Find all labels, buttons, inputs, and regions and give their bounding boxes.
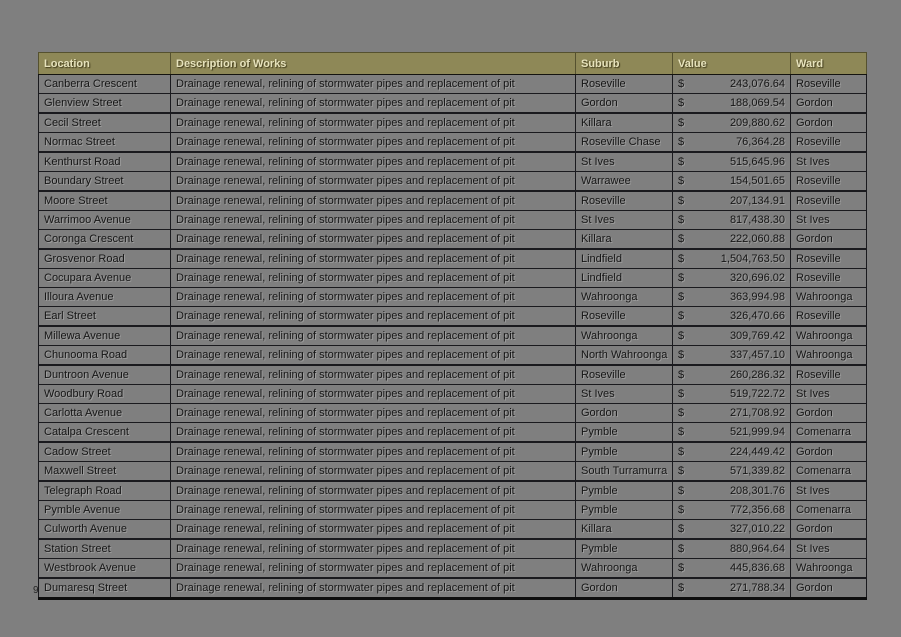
cell-ward: Roseville: [791, 307, 867, 327]
cell-description: Drainage renewal, relining of stormwater pipes and replacement of pit: [171, 75, 576, 94]
currency-symbol: $: [678, 272, 685, 284]
cell-suburb: Pymble: [576, 501, 673, 520]
cell-ward: Roseville: [791, 249, 867, 269]
cell-suburb: Killara: [576, 230, 673, 250]
cell-description: Drainage renewal, relining of stormwater pipes and replacement of pit: [171, 113, 576, 133]
cell-value: [673, 423, 791, 443]
cell-description: Drainage renewal, relining of stormwater pipes and replacement of pit: [171, 94, 576, 114]
value-amount: 224,449.42: [729, 446, 785, 458]
value-amount: 271,788.34: [729, 582, 785, 594]
currency-symbol: $: [678, 330, 685, 342]
cell-value: [673, 113, 791, 133]
currency-symbol: $: [678, 97, 685, 109]
currency-symbol: $: [678, 214, 685, 226]
cell-location: Duntroon Avenue: [39, 365, 171, 385]
currency-symbol: $: [678, 117, 685, 129]
cell-location: Dumaresq Street: [39, 578, 171, 599]
cell-location: Catalpa Crescent: [39, 423, 171, 443]
cell-ward: Roseville: [791, 133, 867, 153]
table-row: [39, 172, 867, 192]
currency-symbol: $: [678, 485, 685, 497]
cell-description: Drainage renewal, relining of stormwater pipes and replacement of pit: [171, 326, 576, 346]
value-amount: 154,501.65: [729, 175, 785, 187]
table-row: [39, 288, 867, 307]
cell-value: [673, 172, 791, 192]
cell-description: Drainage renewal, relining of stormwater pipes and replacement of pit: [171, 307, 576, 327]
table-header-row: [39, 53, 867, 75]
table-row: [39, 94, 867, 114]
table-row: [39, 191, 867, 211]
cell-suburb: South Turramurra: [576, 462, 673, 482]
cell-location: Cecil Street: [39, 113, 171, 133]
cell-suburb: Roseville: [576, 307, 673, 327]
cell-suburb: Roseville: [576, 75, 673, 94]
cell-description: Drainage renewal, relining of stormwater pipes and replacement of pit: [171, 385, 576, 404]
value-amount: 271,708.92: [729, 407, 785, 419]
cell-ward: St Ives: [791, 539, 867, 559]
cell-value: [673, 211, 791, 230]
cell-ward: Comenarra: [791, 501, 867, 520]
cell-description: Drainage renewal, relining of stormwater pipes and replacement of pit: [171, 423, 576, 443]
table-row: [39, 75, 867, 94]
currency-symbol: $: [678, 523, 685, 535]
table-row: [39, 404, 867, 423]
cell-value: [673, 288, 791, 307]
cell-ward: St Ives: [791, 385, 867, 404]
cell-description: Drainage renewal, relining of stormwater pipes and replacement of pit: [171, 365, 576, 385]
cell-location: Coronga Crescent: [39, 230, 171, 250]
table-row: [39, 559, 867, 579]
cell-description: Drainage renewal, relining of stormwater pipes and replacement of pit: [171, 462, 576, 482]
value-amount: 817,438.30: [729, 214, 785, 226]
cell-description: Drainage renewal, relining of stormwater pipes and replacement of pit: [171, 172, 576, 192]
table-row: [39, 346, 867, 366]
page-number: 9: [33, 585, 39, 596]
cell-location: Grosvenor Road: [39, 249, 171, 269]
table-row: [39, 307, 867, 327]
cell-description: Drainage renewal, relining of stormwater pipes and replacement of pit: [171, 269, 576, 288]
value-amount: 326,470.66: [729, 310, 785, 322]
cell-ward: Comenarra: [791, 462, 867, 482]
cell-value: [673, 75, 791, 94]
value-amount: 309,769.42: [729, 330, 785, 342]
cell-suburb: Roseville: [576, 191, 673, 211]
cell-ward: Gordon: [791, 442, 867, 462]
cell-ward: Wahroonga: [791, 288, 867, 307]
cell-description: Drainage renewal, relining of stormwater pipes and replacement of pit: [171, 230, 576, 250]
table-row: [39, 520, 867, 540]
cell-suburb: Killara: [576, 520, 673, 540]
value-amount: 320,696.02: [729, 272, 785, 284]
cell-value: [673, 404, 791, 423]
cell-location: Normac Street: [39, 133, 171, 153]
value-amount: 188,069.54: [729, 97, 785, 109]
cell-suburb: Pymble: [576, 423, 673, 443]
cell-location: Cadow Street: [39, 442, 171, 462]
currency-symbol: $: [678, 136, 685, 148]
table-row: [39, 211, 867, 230]
cell-location: Culworth Avenue: [39, 520, 171, 540]
cell-value: [673, 365, 791, 385]
column-header-location: Location: [39, 53, 171, 75]
cell-location: Maxwell Street: [39, 462, 171, 482]
value-amount: 363,994.98: [729, 291, 785, 303]
cell-suburb: Wahroonga: [576, 288, 673, 307]
cell-description: Drainage renewal, relining of stormwater pipes and replacement of pit: [171, 152, 576, 172]
cell-value: [673, 520, 791, 540]
cell-suburb: Wahroonga: [576, 559, 673, 579]
cell-location: Glenview Street: [39, 94, 171, 114]
cell-suburb: Killara: [576, 113, 673, 133]
cell-value: [673, 249, 791, 269]
cell-ward: Gordon: [791, 94, 867, 114]
cell-value: [673, 230, 791, 250]
currency-symbol: $: [678, 426, 685, 438]
cell-value: [673, 501, 791, 520]
cell-value: [673, 133, 791, 153]
cell-description: Drainage renewal, relining of stormwater pipes and replacement of pit: [171, 578, 576, 599]
currency-symbol: $: [678, 233, 685, 245]
cell-value: [673, 326, 791, 346]
value-amount: 519,722.72: [729, 388, 785, 400]
value-amount: 337,457.10: [729, 349, 785, 361]
cell-ward: Wahroonga: [791, 326, 867, 346]
cell-value: [673, 539, 791, 559]
cell-location: Earl Street: [39, 307, 171, 327]
cell-location: Warrimoo Avenue: [39, 211, 171, 230]
currency-symbol: $: [678, 543, 685, 555]
cell-ward: Roseville: [791, 269, 867, 288]
cell-location: Millewa Avenue: [39, 326, 171, 346]
cell-suburb: St Ives: [576, 211, 673, 230]
cell-ward: Roseville: [791, 191, 867, 211]
cell-value: [673, 481, 791, 501]
cell-ward: Roseville: [791, 172, 867, 192]
column-header-description: Description of Works: [171, 53, 576, 75]
cell-value: [673, 442, 791, 462]
value-amount: 207,134.91: [729, 195, 785, 207]
value-amount: 515,645.96: [729, 156, 785, 168]
cell-suburb: Wahroonga: [576, 326, 673, 346]
cell-description: Drainage renewal, relining of stormwater pipes and replacement of pit: [171, 249, 576, 269]
cell-ward: Wahroonga: [791, 559, 867, 579]
cell-ward: St Ives: [791, 152, 867, 172]
cell-value: [673, 152, 791, 172]
cell-location: Pymble Avenue: [39, 501, 171, 520]
cell-suburb: Roseville Chase: [576, 133, 673, 153]
value-amount: 445,836.68: [729, 562, 785, 574]
currency-symbol: $: [678, 175, 685, 187]
table-row: [39, 385, 867, 404]
cell-description: Drainage renewal, relining of stormwater pipes and replacement of pit: [171, 404, 576, 423]
works-table: [38, 52, 867, 600]
value-amount: 521,999.94: [729, 426, 785, 438]
value-amount: 222,060.88: [729, 233, 785, 245]
cell-suburb: North Wahroonga: [576, 346, 673, 366]
currency-symbol: $: [678, 310, 685, 322]
currency-symbol: $: [678, 562, 685, 574]
table-row: [39, 501, 867, 520]
cell-description: Drainage renewal, relining of stormwater pipes and replacement of pit: [171, 520, 576, 540]
value-amount: 571,339.82: [729, 465, 785, 477]
cell-suburb: Pymble: [576, 539, 673, 559]
value-amount: 208,301.76: [729, 485, 785, 497]
table-row: [39, 113, 867, 133]
cell-ward: Gordon: [791, 578, 867, 599]
cell-ward: Wahroonga: [791, 346, 867, 366]
table-row: [39, 539, 867, 559]
table-row: [39, 365, 867, 385]
cell-value: [673, 385, 791, 404]
cell-suburb: Gordon: [576, 94, 673, 114]
table-row: [39, 442, 867, 462]
currency-symbol: $: [678, 388, 685, 400]
cell-location: Station Street: [39, 539, 171, 559]
currency-symbol: $: [678, 291, 685, 303]
cell-description: Drainage renewal, relining of stormwater pipes and replacement of pit: [171, 211, 576, 230]
cell-suburb: Lindfield: [576, 249, 673, 269]
cell-value: [673, 269, 791, 288]
table-row: [39, 326, 867, 346]
value-amount: 327,010.22: [729, 523, 785, 535]
column-header-ward: Ward: [791, 53, 867, 75]
cell-description: Drainage renewal, relining of stormwater pipes and replacement of pit: [171, 191, 576, 211]
cell-location: Cocupara Avenue: [39, 269, 171, 288]
table-row: [39, 423, 867, 443]
cell-value: [673, 578, 791, 599]
cell-suburb: St Ives: [576, 152, 673, 172]
column-header-value: Value: [673, 53, 791, 75]
cell-ward: Comenarra: [791, 423, 867, 443]
cell-value: [673, 191, 791, 211]
cell-ward: Roseville: [791, 75, 867, 94]
column-header-suburb: Suburb: [576, 53, 673, 75]
cell-description: Drainage renewal, relining of stormwater pipes and replacement of pit: [171, 288, 576, 307]
value-amount: 243,076.64: [729, 78, 785, 90]
currency-symbol: $: [678, 504, 685, 516]
cell-suburb: Gordon: [576, 404, 673, 423]
cell-ward: Gordon: [791, 404, 867, 423]
cell-description: Drainage renewal, relining of stormwater pipes and replacement of pit: [171, 346, 576, 366]
cell-value: [673, 559, 791, 579]
value-amount: 76,364.28: [736, 136, 785, 148]
value-amount: 209,880.62: [729, 117, 785, 129]
value-amount: 1,504,763.50: [720, 253, 785, 265]
cell-suburb: Pymble: [576, 442, 673, 462]
table-row: [39, 578, 867, 599]
cell-location: Illoura Avenue: [39, 288, 171, 307]
cell-ward: Gordon: [791, 230, 867, 250]
cell-description: Drainage renewal, relining of stormwater pipes and replacement of pit: [171, 501, 576, 520]
currency-symbol: $: [678, 465, 685, 477]
currency-symbol: $: [678, 78, 685, 90]
table-row: [39, 269, 867, 288]
cell-ward: Gordon: [791, 520, 867, 540]
cell-description: Drainage renewal, relining of stormwater pipes and replacement of pit: [171, 559, 576, 579]
cell-suburb: Gordon: [576, 578, 673, 599]
currency-symbol: $: [678, 446, 685, 458]
table-row: [39, 462, 867, 482]
works-table-container: [38, 52, 866, 600]
cell-description: Drainage renewal, relining of stormwater pipes and replacement of pit: [171, 133, 576, 153]
cell-suburb: Roseville: [576, 365, 673, 385]
cell-location: Kenthurst Road: [39, 152, 171, 172]
cell-description: Drainage renewal, relining of stormwater pipes and replacement of pit: [171, 539, 576, 559]
value-amount: 880,964.64: [729, 543, 785, 555]
cell-suburb: Lindfield: [576, 269, 673, 288]
cell-location: Carlotta Avenue: [39, 404, 171, 423]
currency-symbol: $: [678, 253, 685, 265]
table-row: [39, 481, 867, 501]
cell-location: Woodbury Road: [39, 385, 171, 404]
table-row: [39, 133, 867, 153]
cell-location: Telegraph Road: [39, 481, 171, 501]
currency-symbol: $: [678, 349, 685, 361]
cell-location: Boundary Street: [39, 172, 171, 192]
currency-symbol: $: [678, 195, 685, 207]
cell-ward: Gordon: [791, 113, 867, 133]
value-amount: 260,286.32: [729, 369, 785, 381]
cell-suburb: Warrawee: [576, 172, 673, 192]
cell-value: [673, 346, 791, 366]
cell-location: Westbrook Avenue: [39, 559, 171, 579]
table-row: [39, 249, 867, 269]
currency-symbol: $: [678, 582, 685, 594]
cell-value: [673, 307, 791, 327]
cell-description: Drainage renewal, relining of stormwater pipes and replacement of pit: [171, 442, 576, 462]
currency-symbol: $: [678, 369, 685, 381]
cell-location: Canberra Crescent: [39, 75, 171, 94]
currency-symbol: $: [678, 156, 685, 168]
cell-description: Drainage renewal, relining of stormwater pipes and replacement of pit: [171, 481, 576, 501]
cell-ward: St Ives: [791, 211, 867, 230]
table-row: [39, 230, 867, 250]
cell-location: Moore Street: [39, 191, 171, 211]
cell-ward: Roseville: [791, 365, 867, 385]
currency-symbol: $: [678, 407, 685, 419]
value-amount: 772,356.68: [729, 504, 785, 516]
table-row: [39, 152, 867, 172]
cell-value: [673, 462, 791, 482]
cell-ward: St Ives: [791, 481, 867, 501]
cell-suburb: St Ives: [576, 385, 673, 404]
cell-location: Chunooma Road: [39, 346, 171, 366]
cell-value: [673, 94, 791, 114]
cell-suburb: Pymble: [576, 481, 673, 501]
